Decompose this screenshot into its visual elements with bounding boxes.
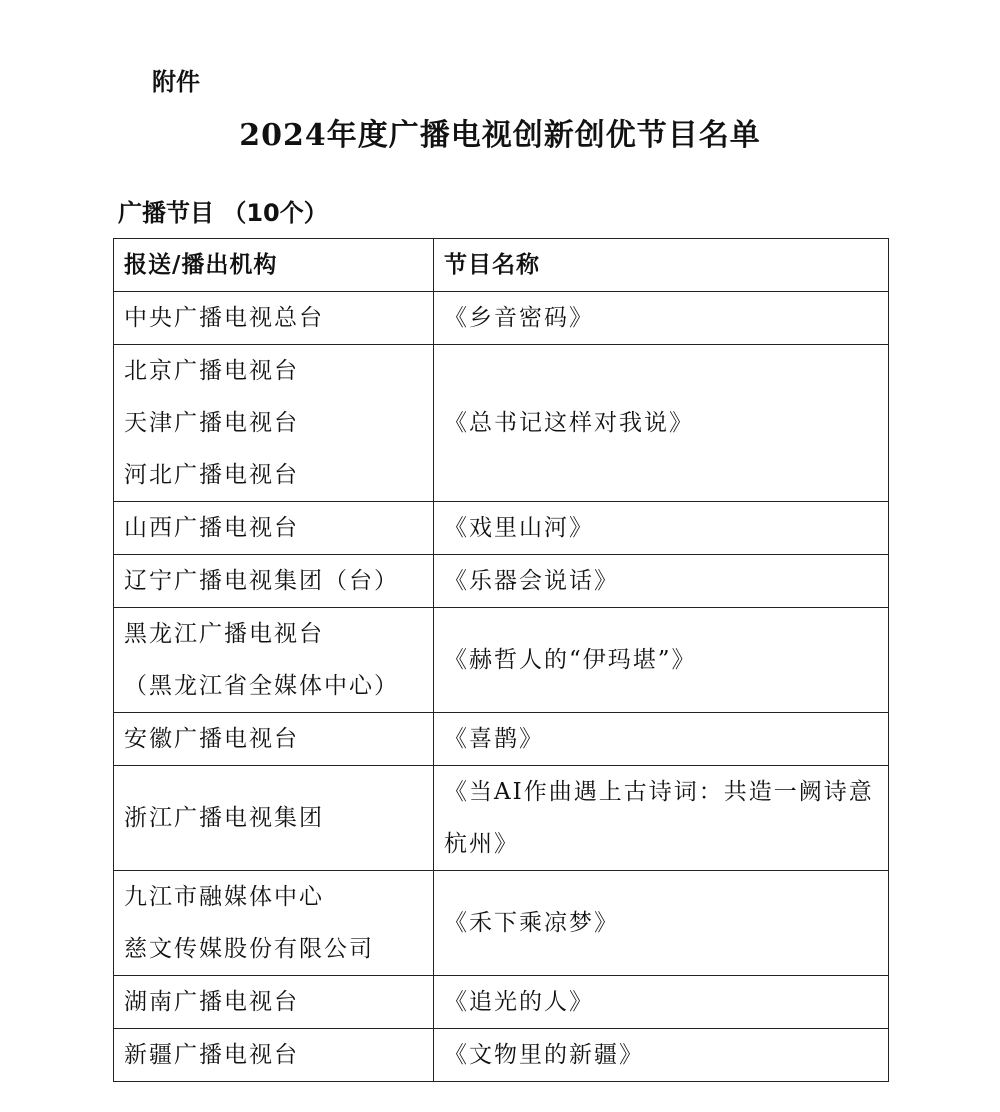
org-cell xyxy=(114,345,434,502)
org-name: 辽宁广播电视集团（台） xyxy=(124,568,399,594)
org-name: 山西广播电视台 xyxy=(124,515,299,541)
org-name: 湖南广播电视台 xyxy=(124,989,299,1015)
org-cell xyxy=(114,871,434,976)
org-cell xyxy=(114,976,434,1029)
org-cell xyxy=(114,713,434,766)
table-row xyxy=(114,871,889,976)
table-row xyxy=(114,1029,889,1082)
org-cell xyxy=(114,502,434,555)
org-cell xyxy=(114,555,434,608)
org-name: 黑龙江广播电视台 xyxy=(124,621,324,647)
attachment-label: 附件 xyxy=(152,68,200,96)
org-name: 新疆广播电视台 xyxy=(124,1042,299,1068)
program-cell: 《追光的人》 xyxy=(434,976,889,1029)
program-cell: 《禾下乘凉梦》 xyxy=(434,871,889,976)
program-cell: 《乐器会说话》 xyxy=(434,555,889,608)
header-program: 节目名称 xyxy=(434,239,889,292)
program-name: 《当AI作曲遇上古诗词：共造一阙诗意杭州》 xyxy=(444,779,874,857)
org-name: （黑龙江省全媒体中心） xyxy=(124,673,399,699)
section-heading: 广播节目 （10个） xyxy=(118,199,328,227)
table-row xyxy=(114,555,889,608)
org-cell xyxy=(114,1029,434,1082)
org-name: 九江市融媒体中心 xyxy=(124,884,324,910)
program-cell: 《赫哲人的“伊玛堪”》 xyxy=(434,608,889,713)
org-cell xyxy=(114,766,434,871)
table-row xyxy=(114,502,889,555)
org-name: 北京广播电视台 xyxy=(124,358,299,384)
org-name: 天津广播电视台 xyxy=(124,410,299,436)
program-cell: 《文物里的新疆》 xyxy=(434,1029,889,1082)
org-name: 中央广播电视总台 xyxy=(124,305,324,331)
program-cell: 《喜鹊》 xyxy=(434,713,889,766)
table-row xyxy=(114,713,889,766)
org-name: 慈文传媒股份有限公司 xyxy=(124,936,374,962)
org-name: 安徽广播电视台 xyxy=(124,726,299,752)
program-cell: 《乡音密码》 xyxy=(434,292,889,345)
table-row xyxy=(114,766,889,871)
org-cell xyxy=(114,608,434,713)
org-name: 河北广播电视台 xyxy=(124,462,299,488)
table-row xyxy=(114,292,889,345)
program-cell: 《戏里山河》 xyxy=(434,502,889,555)
header-org: 报送/播出机构 xyxy=(114,239,434,292)
program-table xyxy=(113,238,889,1082)
document-title: 2024年度广播电视创新创优节目名单 xyxy=(239,118,761,153)
table-header-row xyxy=(114,239,889,292)
program-cell: 《总书记这样对我说》 xyxy=(434,345,889,502)
org-name: 浙江广播电视集团 xyxy=(124,805,324,831)
table-row xyxy=(114,345,889,502)
org-cell xyxy=(114,292,434,345)
table-row xyxy=(114,976,889,1029)
program-cell xyxy=(434,766,889,871)
table-row xyxy=(114,608,889,713)
